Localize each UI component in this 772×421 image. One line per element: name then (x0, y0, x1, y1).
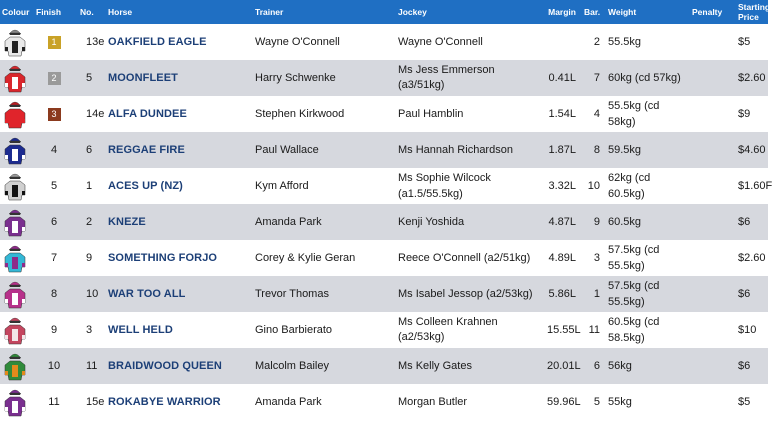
runner-number: 10 (86, 287, 99, 300)
horse-name-link[interactable]: KNEZE (108, 215, 146, 228)
jockey-link[interactable]: Ms Isabel Jessop (a2/53kg) (398, 287, 533, 300)
horse-name-link[interactable]: WELL HELD (108, 323, 173, 336)
jockey-silk-icon (0, 132, 32, 168)
horse-name-link[interactable]: SOMETHING FORJO (108, 251, 218, 264)
weight-value: 55kg (608, 395, 632, 408)
jockey-silk-icon (0, 24, 32, 60)
weight-value: 60.5kg (cd 58.5kg) (608, 316, 660, 344)
penalty-value (688, 276, 734, 312)
table-row (0, 384, 768, 420)
col-header-penalty: Penalty (692, 7, 723, 17)
col-header-bar: Bar. (584, 7, 601, 17)
penalty-value (688, 132, 734, 168)
col-header-no: No. (80, 7, 94, 17)
starting-price-value: $4.60 (738, 143, 766, 156)
jockey-silk-icon (0, 276, 32, 312)
trainer-link[interactable]: Malcolm Bailey (255, 359, 329, 372)
finish-position: 4 (50, 143, 58, 156)
barrier-value: 5 (593, 395, 600, 408)
barrier-value: 3 (593, 251, 600, 264)
table-row (0, 240, 768, 276)
table-row (0, 204, 768, 240)
col-header-margin: Margin (548, 7, 576, 17)
jockey-silk-icon (0, 312, 32, 348)
jockey-silk-icon (0, 96, 32, 132)
starting-price-value: $6 (738, 359, 751, 372)
jockey-link[interactable]: Ms Sophie Wilcock (a1.5/55.5kg) (398, 172, 491, 200)
weight-value: 59.5kg (608, 143, 642, 156)
penalty-value (688, 168, 734, 204)
barrier-value: 10 (587, 179, 600, 192)
finish-position: 6 (50, 215, 58, 228)
jockey-link[interactable]: Kenji Yoshida (398, 215, 465, 228)
trainer-link[interactable]: Gino Barbierato (255, 323, 333, 336)
jockey-silk-icon (0, 240, 32, 276)
weight-value: 56kg (608, 359, 632, 372)
penalty-value (688, 96, 734, 132)
trainer-link[interactable]: Paul Wallace (255, 143, 319, 156)
margin-value: 3.32L (548, 179, 576, 192)
horse-name-link[interactable]: MOONFLEET (108, 71, 178, 84)
finish-medal-badge: 3 (48, 108, 61, 121)
jockey-silk-icon (0, 60, 32, 96)
runner-number: 2 (86, 215, 93, 228)
weight-value: 55.5kg (608, 35, 642, 48)
runner-number: 15e (86, 395, 105, 408)
runner-number: 6 (86, 143, 93, 156)
margin-value: 20.01L (547, 359, 581, 372)
horse-name-link[interactable]: ACES UP (NZ) (108, 179, 183, 192)
trainer-link[interactable]: Stephen Kirkwood (255, 107, 345, 120)
table-row (0, 168, 768, 204)
weight-value: 60kg (cd 57kg) (608, 71, 681, 84)
runner-number: 11 (86, 359, 98, 372)
finish-cell (32, 96, 76, 132)
weight-value: 57.5kg (cd 55.5kg) (608, 244, 660, 272)
margin-value (543, 24, 580, 60)
margin-value: 1.54L (548, 107, 576, 120)
col-header-weight: Weight (608, 7, 637, 17)
starting-price-value: $6 (738, 215, 751, 228)
col-header-finish: Finish (36, 7, 62, 17)
weight-value: 60.5kg (608, 215, 642, 228)
table-row (0, 96, 768, 132)
col-header-colour: Colour (2, 7, 30, 17)
trainer-link[interactable]: Harry Schwenke (255, 71, 336, 84)
starting-price-value: $9 (738, 107, 751, 120)
runner-number: 1 (86, 179, 93, 192)
table-row (0, 132, 768, 168)
starting-price-value: $5 (738, 395, 751, 408)
trainer-link[interactable]: Wayne O'Connell (255, 35, 340, 48)
jockey-link[interactable]: Morgan Butler (398, 395, 468, 408)
starting-price-value: $6 (738, 287, 751, 300)
starting-price-value: $1.60F (738, 179, 772, 192)
runner-number: 14e (86, 107, 105, 120)
weight-value: 62kg (cd 60.5kg) (608, 172, 651, 200)
starting-price-value: $2.60 (738, 251, 766, 264)
weight-value: 57.5kg (cd 55.5kg) (608, 280, 660, 308)
margin-value: 59.96L (547, 395, 581, 408)
runner-number: 3 (86, 323, 93, 336)
finish-position: 8 (50, 287, 58, 300)
jockey-link[interactable]: Ms Kelly Gates (398, 359, 472, 372)
penalty-value (688, 204, 734, 240)
penalty-value (688, 384, 734, 420)
horse-name-link[interactable]: WAR TOO ALL (108, 287, 186, 300)
runner-number: 9 (86, 251, 93, 264)
starting-price-value: $5 (738, 35, 751, 48)
finish-position: 10 (47, 359, 61, 372)
table-row (0, 348, 768, 384)
table-header-row (0, 0, 768, 24)
barrier-value: 6 (593, 359, 600, 372)
finish-medal-badge: 1 (48, 36, 61, 49)
starting-price-value: $10 (738, 323, 757, 336)
starting-price-value: $2.60 (738, 71, 766, 84)
horse-name-link[interactable]: ALFA DUNDEE (108, 107, 187, 120)
col-header-starting-price: Starting Price (738, 2, 771, 22)
horse-name-link[interactable]: ROKABYE WARRIOR (108, 395, 221, 408)
horse-name-link[interactable]: OAKFIELD EAGLE (108, 35, 207, 48)
trainer-link[interactable]: Amanda Park (255, 215, 322, 228)
jockey-link[interactable]: Ms Jess Emmerson (a3/51kg) (398, 64, 495, 91)
jockey-silk-icon (0, 384, 32, 420)
penalty-value (688, 312, 734, 348)
table-row (0, 276, 768, 312)
penalty-value (688, 24, 734, 60)
col-header-horse: Horse (108, 7, 133, 17)
margin-value: 15.55L (547, 323, 581, 336)
finish-cell (32, 24, 76, 60)
horse-name-link[interactable]: BRAIDWOOD QUEEN (108, 359, 222, 372)
finish-position: 5 (50, 179, 58, 192)
finish-position: 7 (50, 251, 58, 264)
barrier-value: 1 (593, 287, 600, 300)
barrier-value: 7 (593, 71, 600, 84)
col-header-jockey: Jockey (398, 7, 427, 17)
jockey-link[interactable]: Ms Colleen Krahnen (a2/53kg) (398, 316, 498, 343)
margin-value: 4.87L (548, 215, 576, 228)
jockey-link[interactable]: Ms Hannah Richardson (398, 143, 513, 156)
margin-value: 0.41L (548, 71, 576, 84)
margin-value: 1.87L (548, 143, 576, 156)
penalty-value (688, 60, 734, 96)
penalty-value (688, 348, 734, 384)
penalty-value (688, 240, 734, 276)
jockey-link[interactable]: Wayne O'Connell (398, 35, 483, 48)
jockey-silk-icon (0, 348, 32, 384)
table-row (0, 60, 768, 96)
jockey-link[interactable]: Reece O'Connell (a2/51kg) (398, 251, 531, 264)
trainer-link[interactable]: Corey & Kylie Geran (255, 251, 356, 264)
barrier-value: 11 (588, 323, 600, 336)
barrier-value: 8 (593, 143, 600, 156)
table-row (0, 312, 768, 348)
trainer-link[interactable]: Amanda Park (255, 395, 322, 408)
margin-value: 5.86L (548, 287, 576, 300)
jockey-silk-icon (0, 168, 32, 204)
finish-cell (32, 60, 76, 96)
finish-medal-badge: 2 (48, 72, 61, 85)
barrier-value: 9 (593, 215, 600, 228)
trainer-link[interactable]: Kym Afford (255, 179, 309, 192)
finish-position: 11 (48, 395, 60, 408)
runner-number: 5 (86, 71, 93, 84)
horse-name-link[interactable]: REGGAE FIRE (108, 143, 185, 156)
jockey-silk-icon (0, 204, 32, 240)
col-header-trainer: Trainer (255, 7, 284, 17)
jockey-link[interactable]: Paul Hamblin (398, 107, 464, 120)
runner-number: 13e (86, 35, 105, 48)
margin-value: 4.89L (548, 251, 576, 264)
trainer-link[interactable]: Trevor Thomas (255, 287, 329, 300)
barrier-value: 4 (593, 107, 600, 120)
weight-value: 55.5kg (cd 58kg) (608, 100, 660, 128)
table-row (0, 24, 768, 60)
barrier-value: 2 (593, 35, 600, 48)
finish-position: 9 (50, 323, 58, 336)
